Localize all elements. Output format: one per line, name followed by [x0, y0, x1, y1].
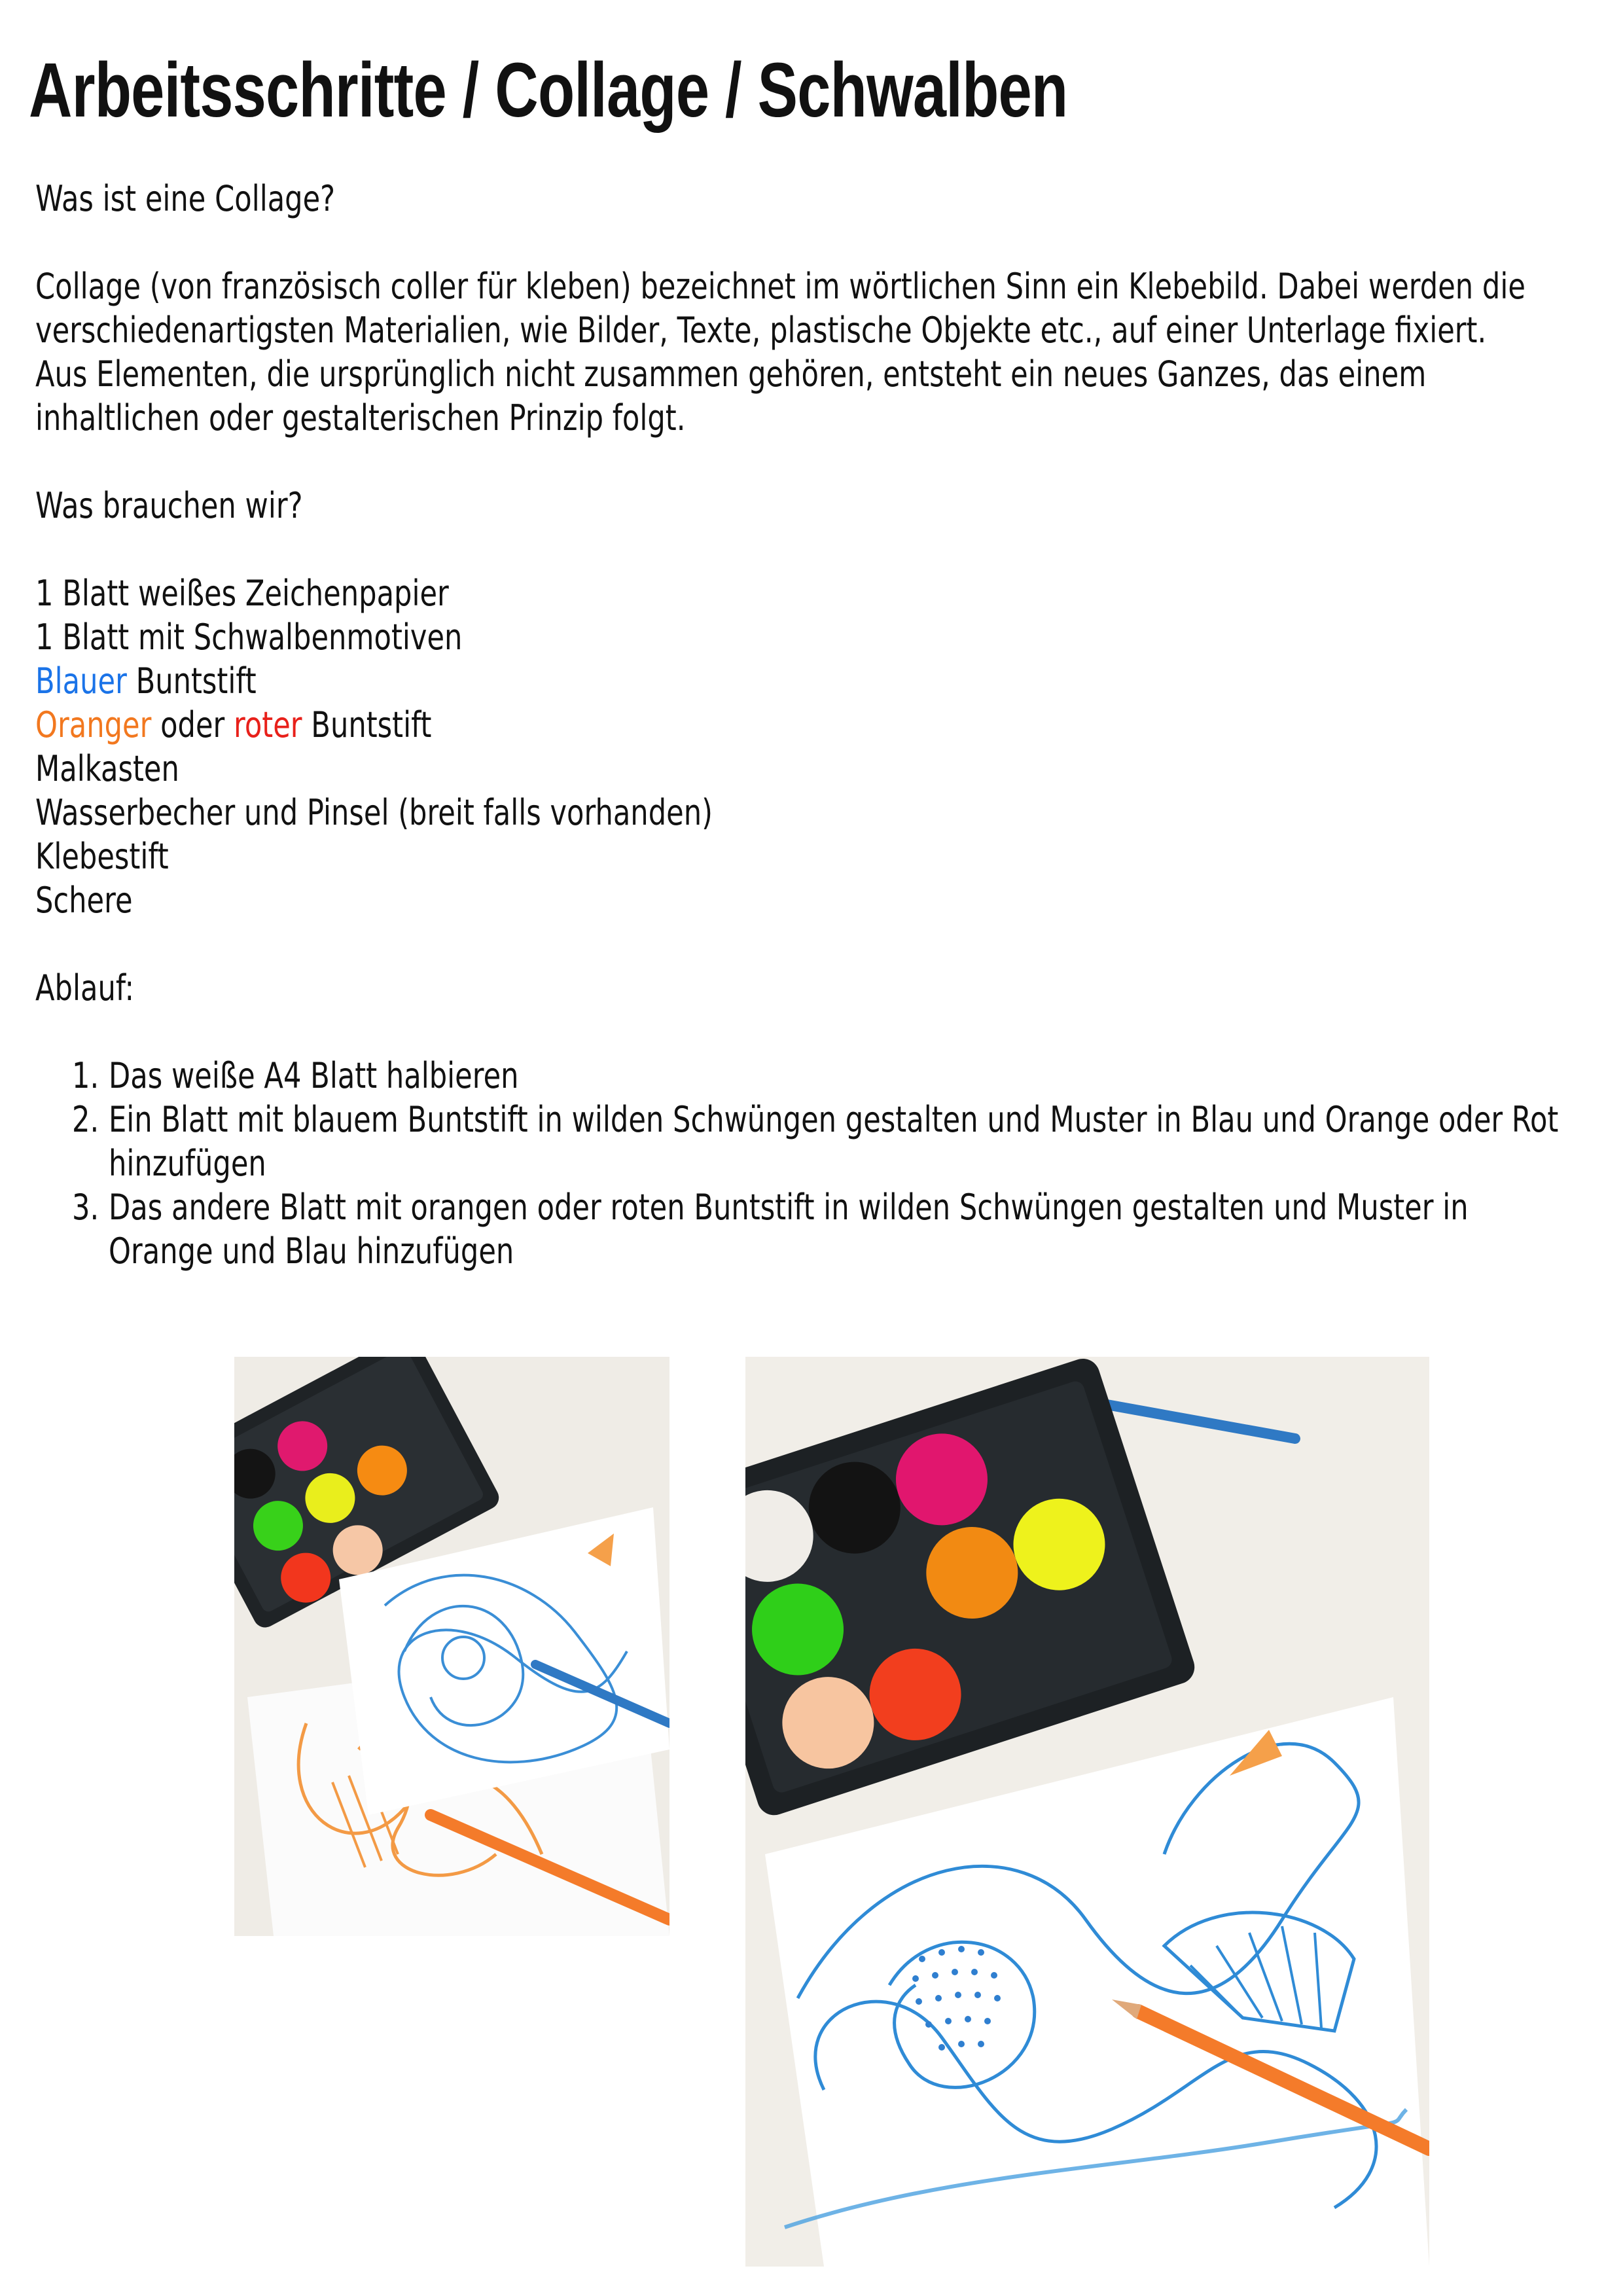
material-item-blue-pencil — [35, 659, 1292, 703]
procedure-heading: Ablauf: — [35, 967, 135, 1009]
material-item: 1 Blatt mit Schwalbenmotiven — [35, 617, 463, 658]
step-line — [72, 1141, 1299, 1185]
step-item — [35, 1185, 1606, 1273]
intro-line: Aus Elementen, die ursprünglich nicht zusammen gehören, entsteht ein neues Ganzes, das einem — [35, 353, 1427, 395]
material-item-orange-red-pencil — [35, 703, 1292, 747]
red-word: roter — [234, 704, 302, 745]
page-title: Arbeitsschritte / Collage / Schwalben — [29, 47, 1068, 134]
intro-paragraph — [35, 264, 1606, 440]
photo-blue-drawing-closeup — [745, 1357, 1429, 2267]
intro-question: Was ist eine Collage? — [35, 178, 336, 219]
material-text: Buntstift — [126, 660, 257, 702]
step-text: hinzufügen — [109, 1143, 266, 1184]
photo-illustration — [234, 1357, 669, 1936]
materials-heading: Was brauchen wir? — [35, 485, 303, 526]
procedure-steps — [35, 1054, 1606, 1273]
material-item: Malkasten — [35, 748, 179, 789]
photo-illustration — [745, 1357, 1429, 2267]
step-line — [72, 1098, 1559, 1141]
step-number: 3. — [72, 1187, 99, 1228]
step-text: Orange und Blau hinzufügen — [109, 1230, 514, 1272]
intro-line: verschiedenartigsten Materialien, wie Bilder, Texte, plastische Objekte etc., auf einer Unterlage fixiert. — [35, 310, 1487, 351]
material-item: Schere — [35, 880, 133, 921]
blue-word: Blauer — [35, 660, 127, 702]
step-text: Das weiße A4 Blatt halbieren — [109, 1055, 519, 1096]
step-line — [72, 1229, 1299, 1273]
step-item — [35, 1054, 1606, 1098]
material-item: Klebestift — [35, 836, 169, 877]
step-number: 2. — [72, 1099, 99, 1140]
material-text: Buntstift — [302, 704, 432, 745]
material-item: 1 Blatt weißes Zeichenpapier — [35, 573, 449, 614]
intro-line: inhaltlichen oder gestalterischen Prinzip folgt. — [35, 397, 686, 439]
step-line — [72, 1054, 1299, 1098]
material-item: Wasserbecher und Pinsel (breit falls vorhanden) — [35, 792, 713, 833]
body-text — [35, 177, 1606, 1273]
step-number: 1. — [72, 1055, 99, 1096]
step-line — [72, 1185, 1469, 1229]
step-item — [35, 1098, 1606, 1185]
step-text: Das andere Blatt mit orangen oder roten Buntstift in wilden Schwüngen gestalten und Muster in — [109, 1187, 1469, 1228]
intro-line: Collage (von französisch coller für kleben) bezeichnet im wörtlichen Sinn ein Klebebild. Dabei werden die — [35, 266, 1525, 307]
materials-list — [35, 571, 1606, 922]
step-text: Ein Blatt mit blauem Buntstift in wilden Schwüngen gestalten und Muster in Blau und Orange oder Rot — [109, 1099, 1559, 1140]
material-text: oder — [151, 704, 234, 745]
orange-word: Oranger — [35, 704, 152, 745]
photo-paintbox-and-drawings — [234, 1357, 669, 1936]
